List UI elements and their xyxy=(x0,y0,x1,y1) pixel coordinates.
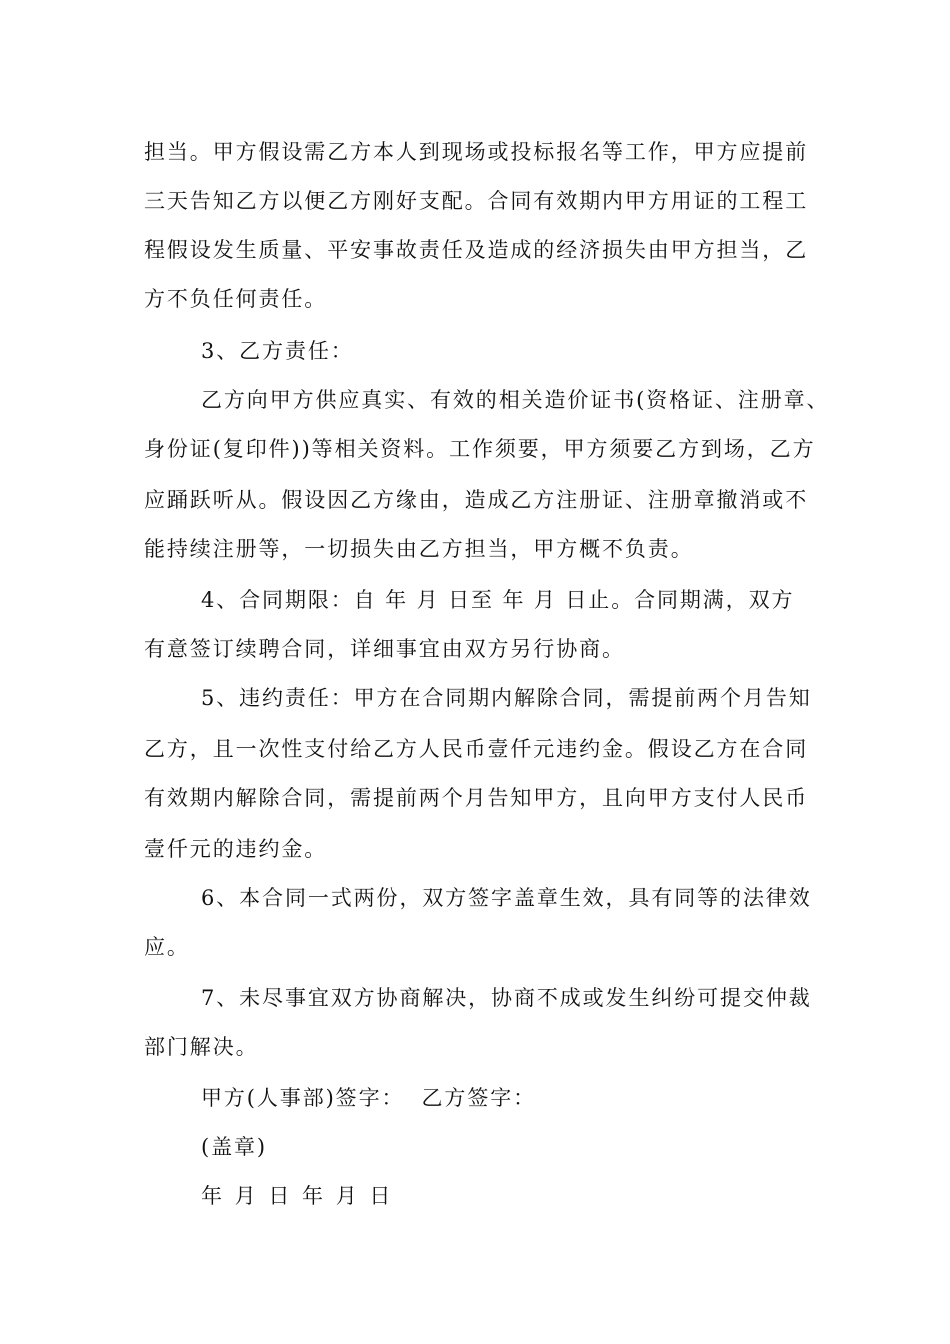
section-heading: 3、乙方责任： xyxy=(201,339,354,363)
text-line: 5、违约责任：甲方在合同期内解除合同，需提前两个月告知 xyxy=(201,686,812,710)
text-line: 4、合同期限：自 年 月 日至 年 月 日止。合同期满，双方 xyxy=(201,588,795,612)
signature-line: 甲方(人事部)签字： 乙方签字： xyxy=(201,1086,537,1110)
text-line: 应踊跃听从。假设因乙方缘由，造成乙方注册证、注册章撤消或不 xyxy=(144,488,809,512)
text-line: 7、未尽事宜双方协商解决，协商不成或发生纠纷可提交仲裁 xyxy=(201,986,812,1010)
text-line: 6、本合同一式两份，双方签字盖章生效，具有同等的法律效 xyxy=(201,886,812,910)
seal-line: (盖章) xyxy=(201,1135,267,1159)
text-line: 乙方，且一次性支付给乙方人民币壹仟元违约金。假设乙方在合同 xyxy=(144,737,809,761)
text-line: 身份证(复印件))等相关资料。工作须要，甲方须要乙方到场，乙方 xyxy=(144,437,816,461)
text-line: 程假设发生质量、平安事故责任及造成的经济损失由甲方担当，乙 xyxy=(144,238,809,262)
text-line: 有意签订续聘合同，详细事宜由双方另行协商。 xyxy=(144,637,625,661)
text-line: 壹仟元的违约金。 xyxy=(144,837,328,861)
text-line: 能持续注册等，一切损失由乙方担当，甲方概不负责。 xyxy=(144,537,694,561)
text-line: 应。 xyxy=(144,935,190,959)
text-line: 乙方向甲方供应真实、有效的相关造价证书(资格证、注册章、 xyxy=(201,388,830,412)
text-line: 担当。甲方假设需乙方本人到现场或投标报名等工作，甲方应提前 xyxy=(144,140,809,164)
text-line: 方不负任何责任。 xyxy=(144,287,328,311)
text-line: 部门解决。 xyxy=(144,1035,259,1059)
text-line: 有效期内解除合同，需提前两个月告知甲方，且向甲方支付人民币 xyxy=(144,786,809,810)
date-line: 年 月 日 年 月 日 xyxy=(201,1184,394,1208)
text-line: 三天告知乙方以便乙方刚好支配。合同有效期内甲方用证的工程工 xyxy=(144,189,809,213)
